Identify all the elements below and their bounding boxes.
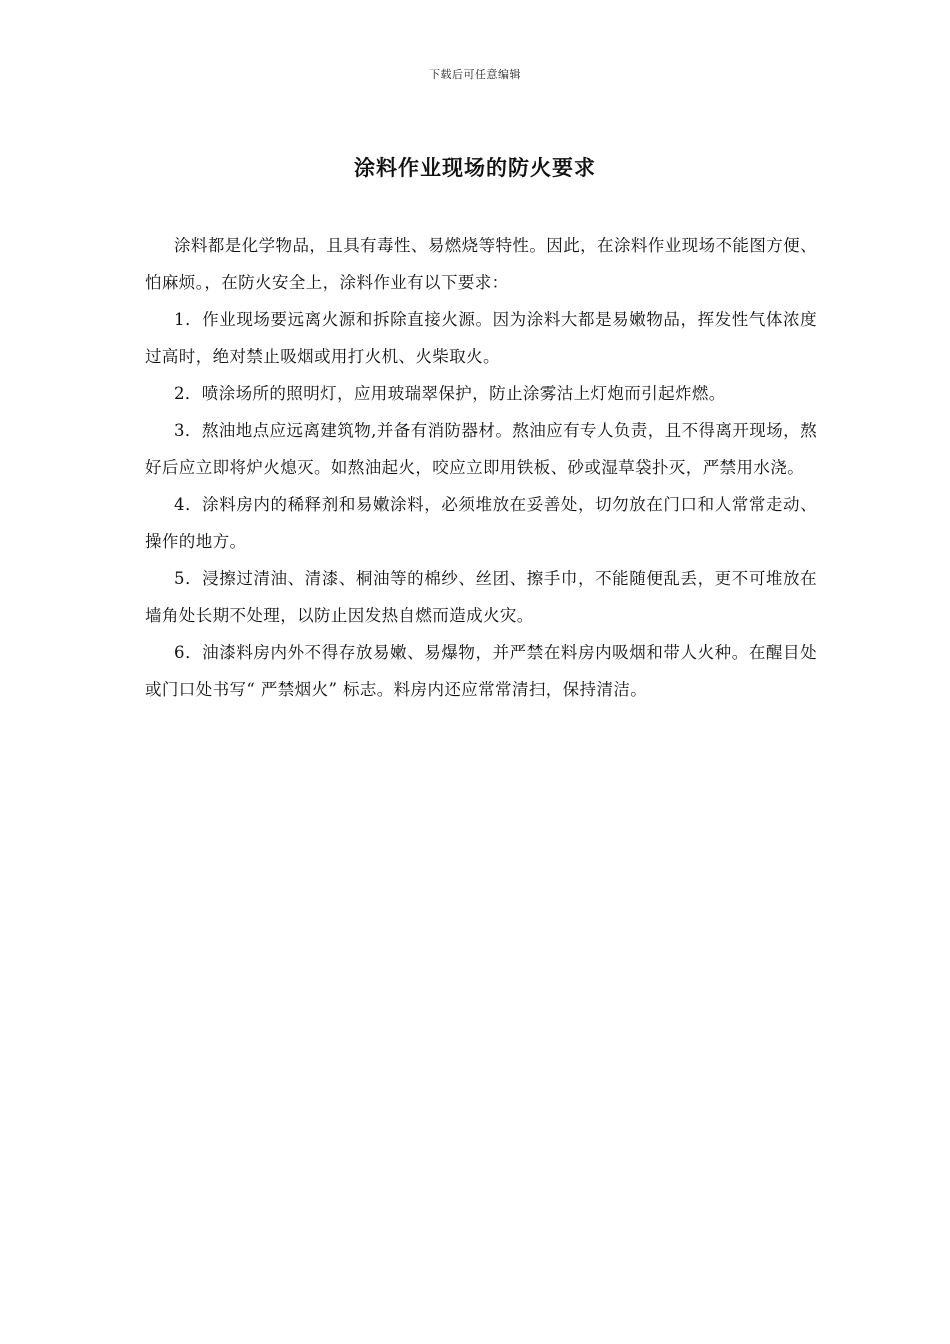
document-title: 涂料作业现场的防火要求 bbox=[354, 156, 596, 180]
header-note: 下载后可任意编辑 bbox=[429, 68, 521, 81]
paragraph-item-4: 4．涂料房内的稀释剂和易嫩涂料，必须堆放在妥善处，切勿放在门口和人常常走动、操作的地方。 bbox=[145, 495, 817, 551]
paragraph-item-6: 6．油漆料房内外不得存放易嫩、易爆物，并严禁在料房内吸烟和带人火种。在醒目处或门口处书写“ 严禁烟火” 标志。料房内还应常常清扫，保持清洁。 bbox=[145, 643, 817, 699]
paragraph-item-5: 5．浸擦过清油、清漆、桐油等的棉纱、丝团、擦手巾，不能随便乱丢，更不可堆放在墙角处长期不处理，以防止因发热自燃而造成火灾。 bbox=[145, 569, 817, 625]
paragraph-intro: 涂料都是化学物品，且具有毒性、易燃烧等特性。因此，在涂料作业现场不能图方便、怕麻烦。，在防火安全上，涂料作业有以下要求： bbox=[145, 236, 817, 292]
paragraph-item-2: 2．喷涂场所的照明灯，应用玻瑞翠保护，防止涂雾沽上灯炮而引起炸燃。 bbox=[174, 384, 726, 403]
paragraph-item-3: 3．熬油地点应远离建筑物,并备有消防器材。熬油应有专人负责，且不得离开现场，熬好后应立即将炉火熄灭。如熬油起火，咬应立即用铁板、砂或湿草袋扑灭，严禁用水浇。 bbox=[145, 421, 817, 477]
document-body bbox=[145, 227, 817, 708]
paragraph-item-1: 1．作业现场要远离火源和拆除直接火源。因为涂料大都是易嫩物品，挥发性气体浓度过高时，绝对禁止吸烟或用打火机、火柴取火。 bbox=[145, 310, 817, 366]
